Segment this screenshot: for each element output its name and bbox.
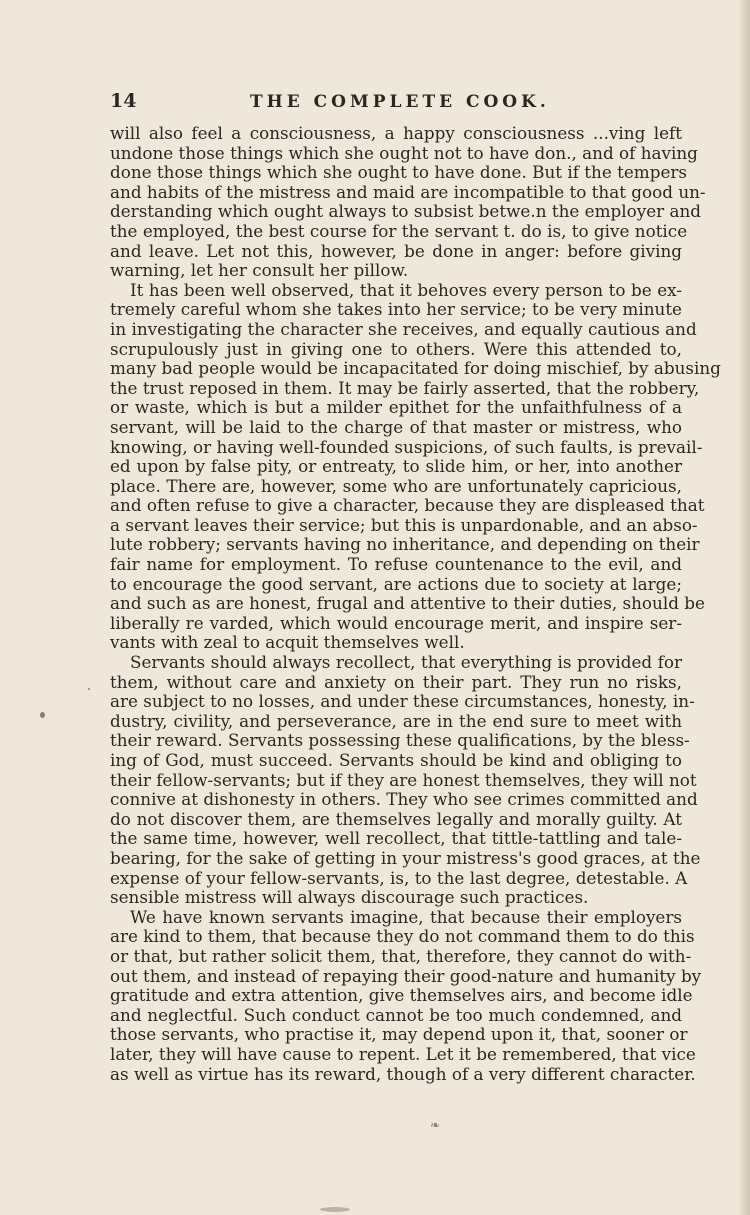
text-line: and often refuse to give a character, because they are displeased that [110,495,705,516]
text-line: expense of your fellow-servants, is, to the last degree, detestable. A [110,867,688,888]
text-line: undone those things which she ought not to have don., and of having [110,142,698,163]
text-line: many bad people would be incapacitated for doing mischief, by abusing [110,358,721,379]
text-line: a servant leaves their service; but this is unpardonable, and an abso- [110,514,698,535]
text-line: lute robbery; servants having no inheritance, and depending on their [110,534,700,555]
text-line: ed upon by false pity, or entreaty, to slide him, or her, into another [110,456,682,477]
text-line: dustry, civility, and perseverance, are in the end sure to meet with [110,710,682,731]
running-head: THE COMPLETE COOK. [250,92,550,112]
text-line: servant, will be laid to the charge of that master or mistress, who [110,416,682,437]
paper-blemish [320,1207,350,1212]
text-line: the same time, however, well recollect, that tittle-tattling and tale- [110,828,682,849]
text-line: fair name for employment. To refuse countenance to the evil, and [110,554,682,575]
text-line: sensible mistress will always discourage such practices. [110,887,589,908]
text-line: vants with zeal to acquit themselves well. [110,632,465,653]
text-line: those servants, who practise it, may depend upon it, that, sooner or [110,1024,688,1045]
text-line: do not discover them, are themselves legally and morally guilty. At [110,808,682,829]
text-line: scrupulously just in giving one to others. Were this attended to, [110,338,682,359]
text-line: are subject to no losses, and under these circumstances, honesty, in- [110,691,695,712]
text-line: done those things which she ought to have done. But if the tempers [110,162,688,183]
text-line: later, they will have cause to repent. Let it be remembered, that vice [110,1043,696,1064]
paper-blemish [88,688,90,690]
text-line: knowing, or having well-founded suspicions, of such faults, is prevail- [110,436,703,457]
text-line: the trust reposed in them. It may be fairly asserted, that the robbery, [110,377,700,398]
text-line: and leave. Let not this, however, be done in anger: before giving [110,240,682,261]
text-line: or that, but rather solicit them, that, therefore, they cannot do with- [110,945,692,966]
text-line: connive at dishonesty in others. They who see crimes committed and [110,789,698,810]
text-line: and such as are honest, frugal and attentive to their duties, should be [110,593,705,614]
page-header [110,90,680,116]
text-line: the employed, the best course for the servant t. do is, to give notice [110,220,688,241]
text-line: their fellow-servants; but if they are honest themselves, they will not [110,769,697,790]
text-line: derstanding which ought always to subsist betwe.n the employer and [110,201,702,222]
text-line: warning, let her consult her pillow. [110,260,409,281]
text-line: We have known servants imagine, that because their employers [130,906,682,927]
text-line: as well as virtue has its reward, though of a very different character. [110,1063,696,1084]
text-line: them, without care and anxiety on their part. They run no risks, [110,671,682,692]
page-edge [740,0,750,1215]
text-line: tremely careful whom she takes into her service; to be very minute [110,299,682,320]
text-line: gratitude and extra attention, give themselves airs, and become idle [110,985,693,1006]
printer-ornament: ❧ [430,1118,441,1132]
text-line: their reward. Servants possessing these qualifications, by the bless- [110,730,690,751]
text-line: liberally re varded, which would encourage merit, and inspire ser- [110,612,682,633]
text-line: ing of God, must succeed. Servants should be kind and obliging to [110,750,682,770]
text-line: will also feel a consciousness, a happy consciousness ...ving left [110,123,682,143]
text-line: or waste, which is but a milder epithet for the unfaithfulness of a [110,397,682,418]
body-text [110,123,721,1084]
text-line: Servants should always recollect, that everything is provided for [130,652,682,673]
text-line: and neglectful. Such conduct cannot be too much condemned, and [110,1004,682,1025]
text-line: It has been well observed, that it behoves every person to be ex- [130,279,682,300]
text-line: and habits of the mistress and maid are incompatible to that good un- [110,181,706,202]
paper-blemish [40,712,45,718]
text-line: in investigating the character she receives, and equally cautious and [110,318,697,339]
text-line: place. There are, however, some who are unfortunately capricious, [110,475,682,496]
text-line: are kind to them, that because they do not command them to do this [110,926,695,947]
text-line: to encourage the good servant, are actions due to society at large; [110,573,682,594]
text-line: bearing, for the sake of getting in your mistress's good graces, at the [110,847,701,868]
text-line: out them, and instead of repaying their good-nature and humanity by [110,965,702,986]
page-number: 14 [110,90,137,112]
